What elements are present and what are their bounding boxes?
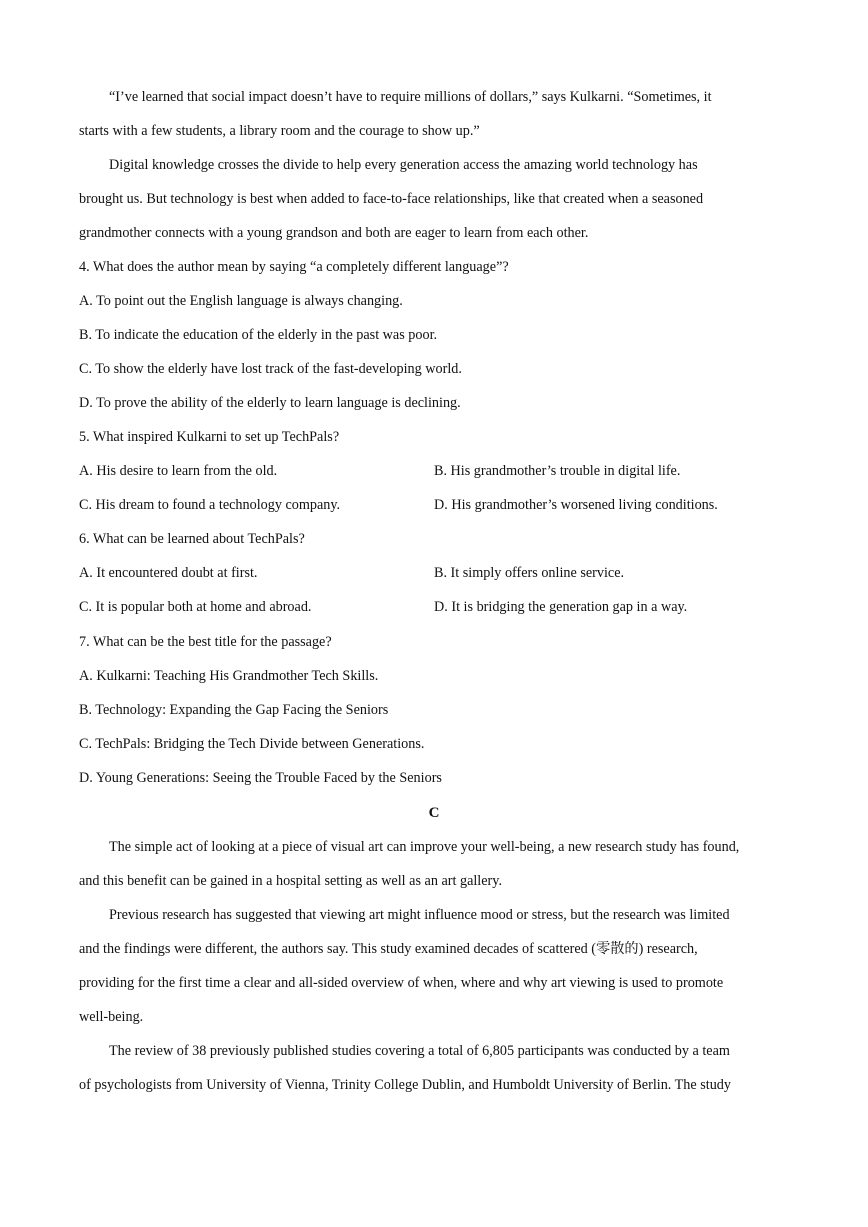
paragraph-line: and this benefit can be gained in a hospital setting as well as an art gallery. [79,873,502,889]
question-5-option-d: D. His grandmother’s worsened living conditions. [434,497,718,513]
paragraph-line: of psychologists from University of Vienna, Trinity College Dublin, and Humboldt University of Berlin. The study [79,1077,731,1093]
question-4-option-a: A. To point out the English language is always changing. [79,293,403,309]
question-4-stem: 4. What does the author mean by saying “a completely different language”? [79,259,509,275]
question-7-option-c: C. TechPals: Bridging the Tech Divide between Generations. [79,736,425,752]
question-5-option-a: A. His desire to learn from the old. [79,463,278,479]
paragraph-line: Previous research has suggested that viewing art might influence mood or stress, but the research was limited [109,907,730,923]
paragraph-line: The simple act of looking at a piece of visual art can improve your well-being, a new research study has found, [109,839,740,855]
question-7-option-a: A. Kulkarni: Teaching His Grandmother Tech Skills. [79,668,379,684]
question-5-option-b: B. His grandmother’s trouble in digital life. [434,463,681,479]
paragraph-line: well-being. [79,1009,144,1025]
question-5-option-c: C. His dream to found a technology company. [79,497,341,513]
question-7-stem: 7. What can be the best title for the passage? [79,634,332,650]
paragraph-line: brought us. But technology is best when added to face-to-face relationships, like that created when a seasoned [79,191,704,207]
paragraph-line: and the findings were different, the authors say. This study examined decades of scattered (零散的) research, [79,941,698,957]
question-6-option-d: D. It is bridging the generation gap in a way. [434,599,688,615]
question-7-option-b: B. Technology: Expanding the Gap Facing the Seniors [79,702,389,718]
paragraph-line: grandmother connects with a young grandson and both are eager to learn from each other. [79,225,589,241]
paragraph-line: Digital knowledge crosses the divide to help every generation access the amazing world technology has [109,157,698,173]
paragraph-line: “I’ve learned that social impact doesn’t have to require millions of dollars,” says Kulkarni. “Sometimes, it [109,89,712,105]
question-6-option-c: C. It is popular both at home and abroad. [79,599,312,615]
paragraph-line: The review of 38 previously published studies covering a total of 6,805 participants was conducted by a team [109,1043,730,1059]
question-4-option-c: C. To show the elderly have lost track of the fast-developing world. [79,361,462,377]
question-5-stem: 5. What inspired Kulkarni to set up TechPals? [79,429,340,445]
question-4-option-d: D. To prove the ability of the elderly to learn language is declining. [79,395,461,411]
question-7-option-d: D. Young Generations: Seeing the Trouble Faced by the Seniors [79,770,442,786]
paragraph-line: providing for the first time a clear and all-sided overview of when, where and why art viewing is used to promote [79,975,724,991]
section-c-heading: C [428,805,440,821]
paragraph-line: starts with a few students, a library room and the courage to show up.” [79,123,480,139]
question-4-option-b: B. To indicate the education of the elderly in the past was poor. [79,327,438,343]
question-6-option-b: B. It simply offers online service. [434,565,625,581]
question-6-stem: 6. What can be learned about TechPals? [79,531,305,547]
question-6-option-a: A. It encountered doubt at first. [79,565,258,581]
